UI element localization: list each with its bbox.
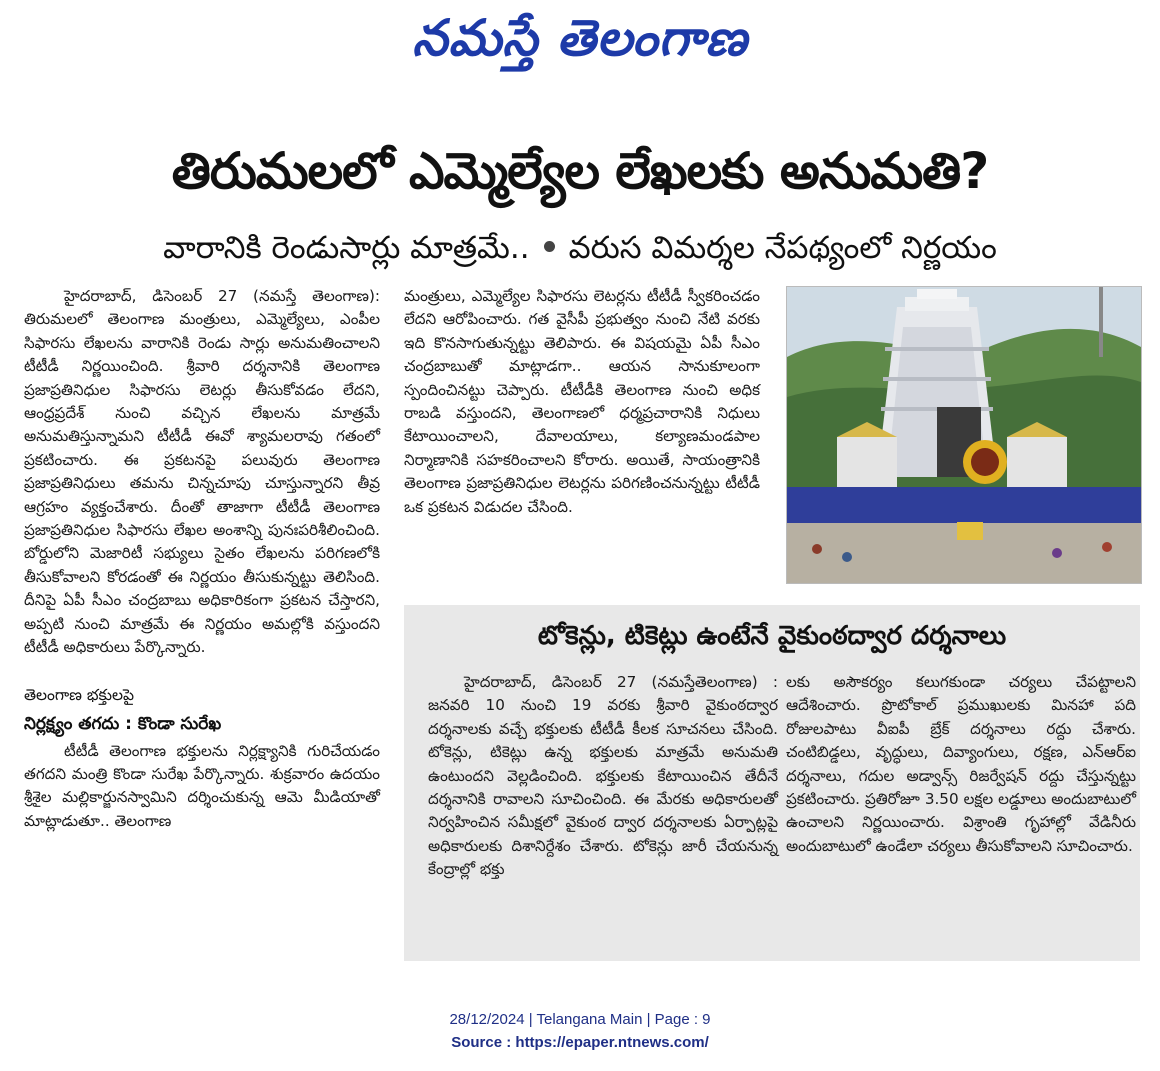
temple-gopuram-image <box>787 287 1141 583</box>
footer <box>0 1008 1160 1054</box>
headline: తిరుమలలో ఎమ్మెల్యేల లేఖలకు అనుమతి? <box>171 142 989 200</box>
article-text-col1: హైదరాబాద్, డిసెంబర్ 27 (నమస్తే తెలంగాణ): తిరుమలలో తెలంగాణ మంత్రులు, ఎమ్మెల్యేలు, ఎంపీల సిఫారసు లేఖలను వారానికి రెండు సార్లు అనుమతించాలని టీటీడీ నిర్ణయించింది. శ్రీవారి దర్శనానికి తెలంగాణ ప్రజాప్రతినిధుల సిఫారసు లెటర్లు తీసుకోవడం లేదని, ఆంధ్రప్రదేశ్ నుంచి వచ్చిన లేఖలను మాత్రమే అనుమతిస్తున్నామని టీటీడీ ఈవో శ్యామలరావు గతంలో ప్రకటించారు. ఈ ప్రకటనపై పలువురు తెలంగాణ ప్రజాప్రతినిధులు తమను చిన్నచూపు చూస్తున్నారని తీవ్ర ఆగ్రహం వ్యక్తంచేశారు. దీంతో తాజాగా టీటీడీ తెలంగాణ ప్రజాప్రతినిధుల సిఫారసు లేఖల అంశాన్ని పునఃపరిశీలించింది. బోర్డులోని మెజారిటీ సభ్యులు సైతం లేఖలను పరిగణలోకి తీసుకోవాలని కోరడంతో ఈ నిర్ణయం తీసుకున్నట్టు తెలిసింది. దీనిపై ఏపీ సీఎం చంద్రబాబు అధికారికంగా ప్రకటన చేస్తారని, అప్పటి నుంచి మాత్రమే ఈ నిర్ణయం అమల్లోకి వస్తుందని టీటీడీ అధికారులు పేర్కొన్నారు. <box>24 287 380 657</box>
sidebar-kicker: తెలంగాణ భక్తులపై <box>24 685 135 704</box>
subhead-right: వరుస విమర్శల నేపథ్యంలో నిర్ణయం <box>568 230 997 266</box>
footer-date-page: 28/12/2024 | Telangana Main | Page : 9 <box>449 1011 711 1028</box>
temple-photo <box>786 286 1142 584</box>
article-column-1 <box>24 285 380 833</box>
bullet-icon <box>544 241 555 252</box>
box-column-2 <box>786 671 1136 858</box>
subhead-left: వారానికి రెండుసార్లు మాత్రమే.. <box>163 230 530 266</box>
box-text-col2: లకు అసౌకర్యం కలుగకుండా చర్యలు చేపట్టాలని ఆదేశించారు. ప్రొటోకాల్ ప్రముఖులకు మినహా పది రోజులపాటు వీఐపీ బ్రేక్ దర్శనాలు రద్దు చేశారు. చంటిబిడ్డలు, వృద్ధులు, దివ్యాంగులు, రక్షణ, ఎన్ఆర్ఐ దర్శనాలు, గదుల అడ్వాన్స్ రిజర్వేషన్ రద్దు చేస్తున్నట్టు ప్రకటించారు. ప్రతిరోజూ 3.50 లక్షల లడ్డూలు అందుబాటులో ఉంచాలని నిర్ణయించారు. విశ్రాంతి గృహాల్లో వేడినీరు అందుబాటులో ఉండేలా చర్యలు తీసుకోవాలని సూచించారు. <box>786 673 1136 855</box>
box-text-col1: హైదరాబాద్, డిసెంబర్ 27 (నమస్తేతెలంగాణ) : జనవరి 10 నుంచి 19 వరకు శ్రీవారి వైకుంఠద్వార దర్శనాలకు వచ్చే భక్తులకు టీటీడీ కీలక సూచనలు చేసింది. టోకెన్లు, టికెట్లు ఉన్న భక్తులకు మాత్రమే అనుమతి ఉంటుందని వెల్లడించింది. భక్తులకు కేటాయించిన తేదీనే దర్శనానికి రావాలని సూచించింది. ఈ మేరకు అధికారులతో నిర్వహించిన సమీక్షలో వైకుంఠ ద్వార దర్శనాలకు ఏర్పాట్లపై అధికారులకు దిశానిర్దేశం చేశారు. టోకెన్లు జారీ చేయనున్న కేంద్రాల్లో భక్తు <box>428 673 778 879</box>
subheadline <box>0 224 1160 272</box>
sidebar-box <box>404 605 1140 961</box>
masthead-logo: నమస్తే తెలంగాణ <box>412 8 748 67</box>
box-title: టోకెన్లు, టికెట్లు ఉంటేనే వైకుంఠద్వార దర్శనాలు <box>537 621 1007 651</box>
box-column-1 <box>428 671 778 882</box>
footer-source: Source : https://epaper.ntnews.com/ <box>451 1034 709 1051</box>
sidebar-body: టీటీడీ తెలంగాణ భక్తులను నిర్లక్ష్యానికి గురిచేయడం తగదని మంత్రి కొండా సురేఖ పేర్కొన్నారు. శుక్రవారం ఉదయం శ్రీశైల మల్లికార్జునస్వామిని దర్శించుకున్న ఆమె మీడియాతో మాట్లాడుతూ.. తెలంగాణ <box>24 741 380 830</box>
article-text-col2: మంత్రులు, ఎమ్మెల్యేల సిఫారసు లెటర్లను టీటీడీ స్వీకరించడం లేదని ఆరోపించారు. గత వైసీపీ ప్రభుత్వం నుంచి నేటి వరకు ఇది కొనసాగుతున్నట్టు తెలిపారు. ఈ విషయమై ఏపీ సీఎం చంద్రబాబుతో మాట్లాడగా.. ఆయన సానుకూలంగా స్పందించినట్టు చెప్పారు. టీటీడీకి తెలంగాణ నుంచి అధిక రాబడి వస్తుందని, తెలంగాణలో ధర్మప్రచారానికి నిధులు కేటాయించాలని, దేవాలయాలు, కల్యాణమండపాల నిర్మాణానికి సహకరించాలని కోరారు. అయితే, సాయంత్రానికి తెలంగాణ ప్రజాప్రతినిధుల లెటర్లను పరిగణించనున్నట్టు టీటీడీ ఒక ప్రకటన విడుదల చేసింది. <box>404 287 760 516</box>
article-column-2 <box>404 285 760 519</box>
sidebar-title: నిర్లక్ష్యం తగదు : కొండా సురేఖ <box>24 713 222 734</box>
